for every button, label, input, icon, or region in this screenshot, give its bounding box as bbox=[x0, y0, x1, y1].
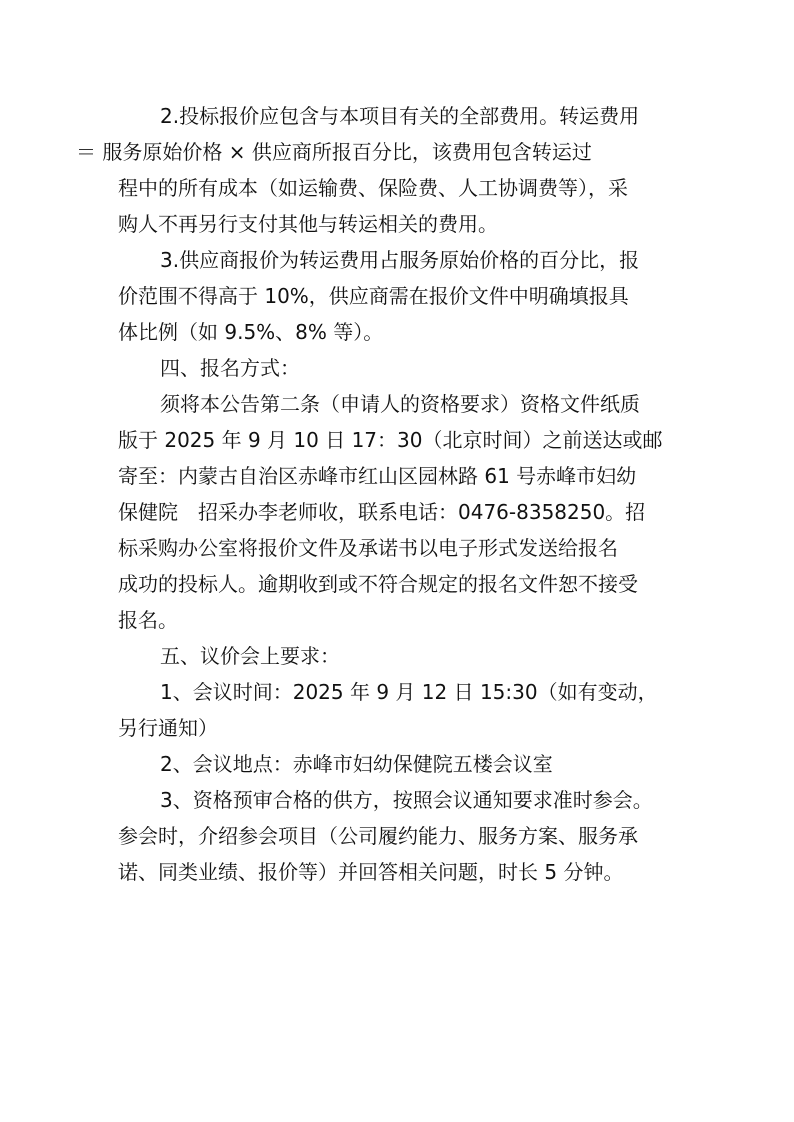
text-line: 保健院 招采办李老师收，联系电话：0476-8358250。招 bbox=[118, 500, 646, 524]
document-body bbox=[76, 98, 678, 890]
paragraph-meeting-location bbox=[118, 746, 678, 782]
text-line: 寄至：内蒙古自治区赤峰市红山区园林路 61 号赤峰市妇幼 bbox=[118, 464, 637, 488]
paragraph-quote-percentage bbox=[118, 242, 678, 350]
text-line: 四、报名方式： bbox=[160, 356, 300, 380]
section-heading-registration bbox=[118, 350, 678, 386]
text-line: 参会时，介绍参会项目（公司履约能力、服务方案、服务承 bbox=[118, 824, 638, 848]
text-line: 程中的所有成本（如运输费、保险费、人工协调费等），采 bbox=[118, 176, 628, 200]
text-line: 五、议价会上要求： bbox=[160, 644, 340, 668]
paragraph-meeting-time bbox=[118, 674, 678, 746]
text-line: 须将本公告第二条（申请人的资格要求）资格文件纸质 bbox=[160, 392, 640, 416]
text-line: 标采购办公室将报价文件及承诺书以电子形式发送给报名 bbox=[118, 536, 618, 560]
text-line: 3、资格预审合格的供方，按照会议通知要求准时参会。 bbox=[160, 788, 653, 812]
section-heading-meeting-requirements bbox=[118, 638, 678, 674]
paragraph-bid-price-fees bbox=[76, 98, 678, 242]
text-line: 版于 2025 年 9 月 10 日 17：30（北京时间）之前送达或邮 bbox=[118, 428, 663, 452]
paragraph-registration-method bbox=[118, 386, 678, 638]
paragraph-meeting-attendance bbox=[118, 782, 678, 890]
text-line: 另行通知） bbox=[118, 716, 218, 740]
text-line: 购人不再另行支付其他与转运相关的费用。 bbox=[118, 212, 498, 236]
text-line: 体比例（如 9.5%、8% 等）。 bbox=[118, 320, 384, 344]
text-line: ＝ 服务原始价格 × 供应商所报百分比，该费用包含转运过 bbox=[76, 140, 592, 164]
text-line: 诺、同类业绩、报价等）并回答相关问题，时长 5 分钟。 bbox=[118, 860, 624, 884]
text-line: 2.投标报价应包含与本项目有关的全部费用。转运费用 bbox=[160, 104, 640, 128]
text-line: 3.供应商报价为转运费用占服务原始价格的百分比，报 bbox=[160, 248, 640, 272]
text-line: 价范围不得高于 10%，供应商需在报价文件中明确填报具 bbox=[118, 284, 629, 308]
text-line: 1、会议时间：2025 年 9 月 12 日 15:30（如有变动， bbox=[160, 680, 658, 704]
text-line: 成功的投标人。逾期收到或不符合规定的报名文件恕不接受 bbox=[118, 572, 638, 596]
text-line: 报名。 bbox=[118, 608, 178, 632]
text-line: 2、会议地点：赤峰市妇幼保健院五楼会议室 bbox=[160, 752, 553, 776]
